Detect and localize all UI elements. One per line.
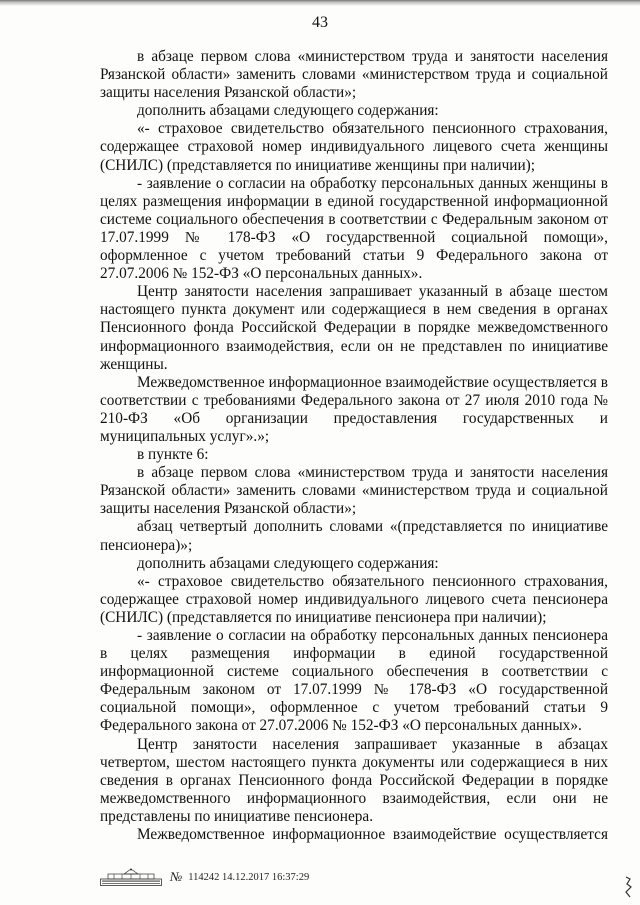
paragraph: в абзаце первом слова «министерством труда и занятости населения Рязанской области» заменить словами «министерством труда и социальной защиты населения Рязанской области»; [100, 464, 608, 518]
paragraph: в пункте 6: [137, 446, 209, 464]
page-number: 43 [312, 14, 328, 31]
paragraph: Центр занятости населения запрашивает указанный в абзаце шестом настоящего пункта документ или содержащиеся в нем сведения в органах Пенсионного фонда Российской Федерации в порядке межведомственного информационного взаимодействия, если он не представлен по инициативе женщины. [100, 283, 608, 373]
paragraph: дополнить абзацами следующего содержания: [137, 102, 439, 120]
document-footer [100, 868, 309, 886]
paragraph: - заявление о согласии на обработку персональных данных пенсионера в целях размещения информации в единой государственной информационной системе социального обеспечения в соответствии с Федеральным законом от 17.07.1999 № 178-ФЗ «О государственной социальной помощи», оформленное с учетом требований статьи 9 Федерального закона от 27.07.2006 № 152-ФЗ «О персональных данных». [100, 627, 608, 735]
paragraph: «- страховое свидетельство обязательного пенсионного страхования, содержащее страховой номер индивидуального лицевого счета женщины (СНИЛС) (представляется по инициативе женщины при наличии); [100, 120, 608, 174]
paragraph: - заявление о согласии на обработку персональных данных женщины в целях размещения информации в единой государственной информационной системе социального обеспечения в соответствии с Федеральным законом от 17.07.1999 № 178-ФЗ «О государственной социальной помощи», оформленное с учетом требований статьи 9 Федерального закона от 27.07.2006 № 152-ФЗ «О персональных данных». [100, 174, 608, 283]
scan-corner-mark [624, 876, 633, 898]
document-body [100, 48, 608, 844]
registration-stamp: 114242 14.12.2017 16:37:29 [188, 871, 310, 883]
paragraph: абзац четвертый дополнить словами «(представляется по инициативе пенсионера)»; [100, 518, 608, 554]
paragraph: Центр занятости населения запрашивает указанные в абзацах четвертом, шестом настоящего пункта документы или содержащиеся в них сведения в органах Пенсионного фонда Российской Федерации в порядке межведомственного информационного взаимодействия, если они не представлены по инициативе пенсионера. [100, 735, 608, 825]
paragraph: в абзаце первом слова «министерством труда и занятости населения Рязанской области» заменить словами «министерством труда и социальной защиты населения Рязанской области»; [100, 48, 608, 102]
scan-top-edge [0, 0, 640, 6]
paragraph: Межведомственное информационное взаимодействие осуществляется [137, 826, 608, 844]
paragraph: дополнить абзацами следующего содержания: [137, 554, 439, 572]
ministry-building-logo-icon [100, 868, 162, 886]
paragraph: Межведомственное информационное взаимодействие осуществляется в соответствии с требованиями Федерального закона от 27 июля 2010 года № 210-ФЗ «Об организации предоставления государственных и муниципальных услуг».»; [100, 373, 608, 445]
signature-icon: № [170, 869, 183, 884]
paragraph: «- страховое свидетельство обязательного пенсионного страхования, содержащее страховой номер индивидуального лицевого счета пенсионера (СНИЛС) (представляется по инициативе пенсионера при наличии); [100, 572, 608, 626]
